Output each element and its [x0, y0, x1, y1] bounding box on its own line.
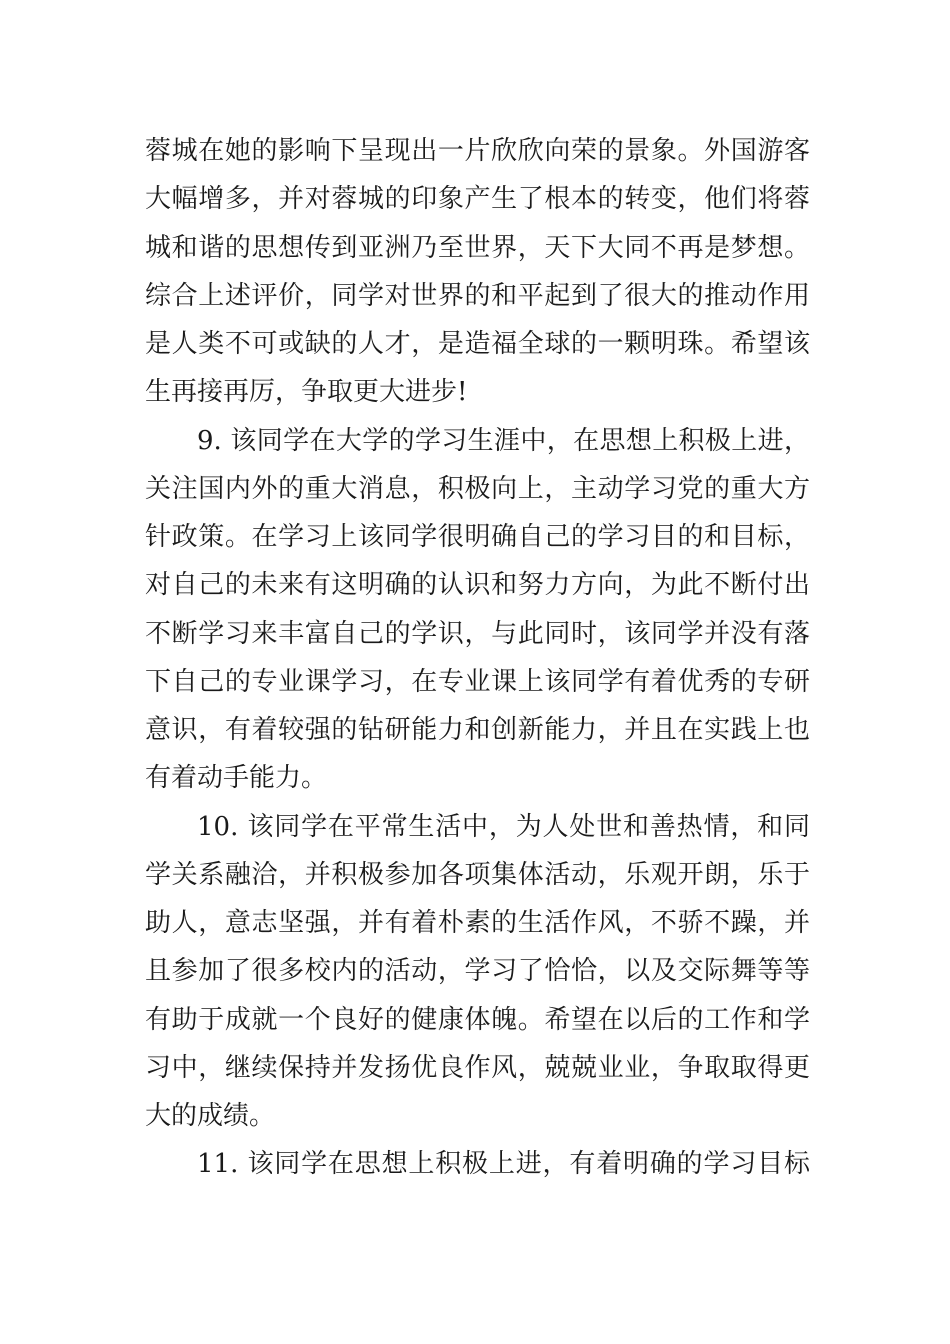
text-line: 习中，继续保持并发扬优良作风，兢兢业业，争取取得更: [145, 1052, 810, 1083]
text-line: 对自己的未来有这明确的认识和努力方向，为此不断付出: [145, 570, 810, 601]
text-line: 学关系融洽，并积极参加各项集体活动，乐观开朗，乐于: [145, 859, 810, 890]
document-page: [145, 127, 810, 1189]
text-line: 大幅增多，并对蓉城的印象产生了根本的转变，他们将蓉: [145, 184, 810, 215]
text-line: 有着动手能力。: [145, 763, 328, 794]
text-line: 关注国内外的重大消息，积极向上，主动学习党的重大方: [145, 473, 810, 504]
text-line: 综合上述评价，同学对世界的和平起到了很大的推动作用: [145, 280, 810, 311]
text-line: 且参加了很多校内的活动，学习了恰恰，以及交际舞等等: [145, 956, 810, 987]
text-line: 针政策。在学习上该同学很明确自己的学习目的和目标，: [145, 522, 810, 552]
text-line: 是人类不可或缺的人才，是造福全球的一颗明珠。希望该: [145, 329, 810, 359]
paragraph-10-start: 10. 该同学在平常生活中，为人处世和善热情，和同: [197, 811, 810, 842]
text-line: 助人，意志坚强，并有着朴素的生活作风，不骄不躁，并: [145, 908, 810, 938]
paragraph-11-start: 11. 该同学在思想上积极上进，有着明确的学习目标: [197, 1149, 810, 1180]
text-line: 生再接再厉，争取更大进步!: [145, 377, 468, 408]
text-line: 城和谐的思想传到亚洲乃至世界，天下大同不再是梦想。: [145, 232, 810, 263]
paragraph-9-start: 9. 该同学在大学的学习生涯中，在思想上积极上进，: [197, 425, 810, 456]
text-line: 蓉城在她的影响下呈现出一片欣欣向荣的景象。外国游客: [145, 136, 810, 166]
text-line: 大的成绩。: [145, 1101, 276, 1131]
text-line: 下自己的专业课学习，在专业课上该同学有着优秀的专研: [145, 666, 810, 697]
text-line: 不断学习来丰富自己的学识，与此同时，该同学并没有落: [145, 618, 810, 649]
text-line: 意识，有着较强的钻研能力和创新能力，并且在实践上也: [145, 715, 810, 745]
text-line: 有助于成就一个良好的健康体魄。希望在以后的工作和学: [145, 1004, 810, 1035]
